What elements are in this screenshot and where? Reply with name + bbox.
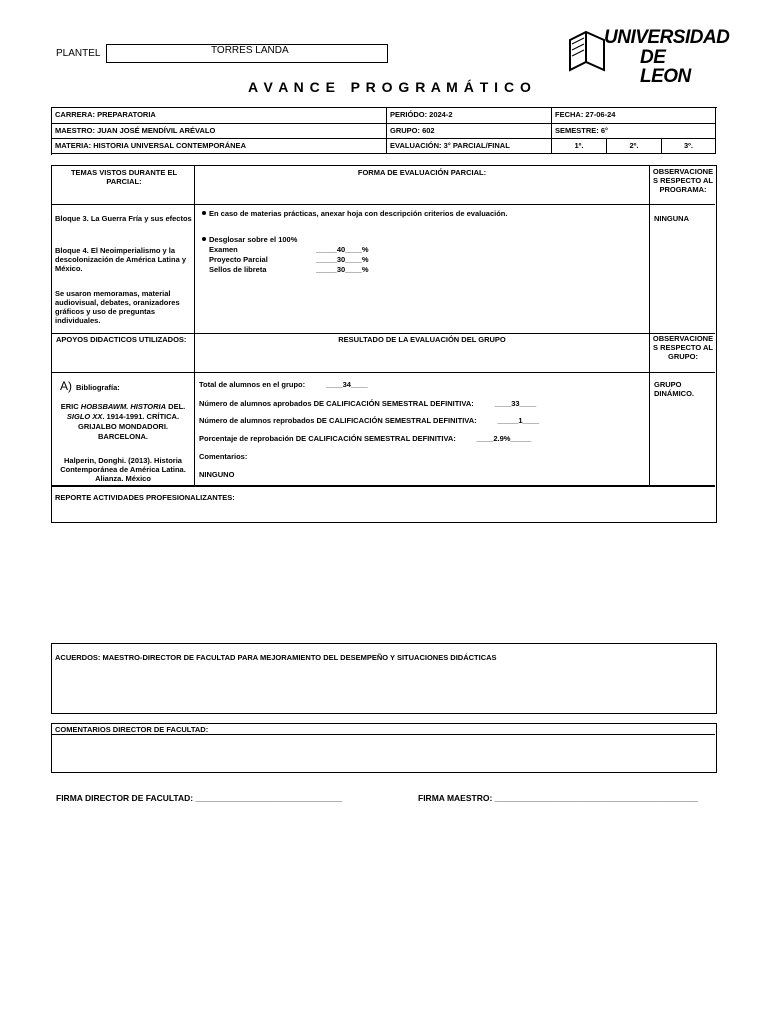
- alumnos-reprobados: Número de alumnos reprobados DE CALIFICACIÓN SEMESTRAL DEFINITIVA: _____1____: [199, 416, 540, 425]
- parcial-2-cell[interactable]: 2º.: [607, 139, 662, 154]
- reporte-label: REPORTE ACTIVIDADES PROFESIONALIZANTES:: [55, 493, 235, 502]
- info-table: [51, 107, 717, 155]
- logo-line-2: DE LEON: [640, 47, 691, 87]
- parcial-3-cell[interactable]: 3º.: [662, 139, 716, 154]
- tema-recursos: Se usaron memoramas, material audiovisual, debates, oranizadores gráficos y uso de preguntas individuales.: [55, 289, 180, 325]
- proyecto-value: _____30____%: [316, 255, 369, 264]
- porcentaje-reprobacion: Porcentaje de reprobación DE CALIFICACIÓN SEMESTRAL DEFINITIVA: ____2.9%_____: [199, 434, 532, 443]
- acuerdos-label: ACUERDOS: MAESTRO-DIRECTOR DE FACULTAD PARA MEJORAMIENTO DEL DESEMPEÑO Y SITUACIONES DIDÁCTICAS: [55, 653, 497, 662]
- sellos-value: _____30____%: [316, 265, 369, 274]
- obs-programa-header: OBSERVACIONES RESPECTO AL PROGRAMA:: [652, 167, 714, 194]
- comentarios-director-box[interactable]: [51, 723, 717, 773]
- obs-grupo-value: GRUPO DINÁMICO.: [654, 380, 694, 398]
- forma-nota-practicas: En caso de materias prácticas, anexar hoja con descripción criterios de evaluación.: [202, 209, 507, 218]
- obs-programa-value: NINGUNA: [654, 214, 689, 223]
- plantel-label: PLANTEL: [56, 48, 101, 59]
- periodo-cell: PERIÓDO: 2024-2: [387, 108, 552, 124]
- forma-desglose: Desglosar sobre el 100%: [202, 235, 297, 244]
- plantel-value: TORRES LANDA: [211, 45, 289, 56]
- evaluation-table: [51, 165, 717, 523]
- semestre-cell: SEMESTRE: 6°: [552, 124, 716, 139]
- apoyos-header: APOYOS DIDACTICOS UTILIZADOS:: [56, 335, 187, 344]
- maestro-cell: MAESTRO: JUAN JOSÉ MENDÍVIL ARÉVALO: [52, 124, 387, 139]
- alumnos-aprobados: Número de alumnos aprobados DE CALIFICACIÓN SEMESTRAL DEFINITIVA: ____33____: [199, 399, 537, 408]
- comentarios-value: NINGUNO: [199, 470, 235, 479]
- forma-header: FORMA DE EVALUACIÓN PARCIAL:: [357, 168, 487, 177]
- resultado-header: RESULTADO DE LA EVALUACIÓN DEL GRUPO: [338, 335, 506, 344]
- fecha-cell: FECHA: 27-06-24: [552, 108, 716, 124]
- temas-header: TEMAS VISTOS DURANTE EL PARCIAL:: [70, 168, 178, 186]
- comentarios-director-label: COMENTARIOS DIRECTOR DE FACULTAD:: [55, 725, 209, 734]
- comentarios-label: Comentarios:: [199, 452, 248, 461]
- examen-label: Examen: [209, 245, 238, 254]
- obs-grupo-header: OBSERVACIONES RESPECTO AL GRUPO:: [652, 334, 714, 361]
- page-title: A V A N C E P R O G R A M Á T I C O: [248, 79, 532, 95]
- university-logo: [568, 22, 730, 87]
- logo-line-1: UNIVERSIDAD: [604, 27, 730, 48]
- bibliografia-label: Bibliografía:: [76, 383, 120, 392]
- sellos-label: Sellos de libreta: [209, 265, 267, 274]
- carrera-cell: CARRERA: PREPARATORIA: [52, 108, 387, 124]
- reference-halperin: Halperin, Donghi. (2013). Historia Contemporánea de América Latina. Alianza. México: [60, 456, 186, 483]
- total-alumnos: Total de alumnos en el grupo: ____34____: [199, 380, 368, 389]
- proyecto-label: Proyecto Parcial: [209, 255, 268, 264]
- book-icon: [568, 26, 608, 76]
- evaluacion-cell: EVALUACIÓN: 3° PARCIAL/FINAL: [387, 139, 552, 154]
- reference-hobsbawm: ERIC HOBSBAWM. HISTORIA DEL. SIGLO XX. 1914-1991. CRÍTICA. GRIJALBO MONDADORI. BARCELONA.: [60, 402, 186, 441]
- tema-bloque-3: Bloque 3. La Guerra Fría y sus efectos: [55, 214, 192, 223]
- apoyo-letter-a: A): [60, 379, 72, 393]
- tema-bloque-4: Bloque 4. El Neoimperialismo y la descolonización de América Latina y México.: [55, 246, 187, 273]
- acuerdos-box[interactable]: [51, 643, 717, 714]
- plantel-field[interactable]: [106, 44, 388, 63]
- firma-director[interactable]: FIRMA DIRECTOR DE FACULTAD: _______________________________: [56, 793, 342, 803]
- grupo-cell: GRUPO: 602: [387, 124, 552, 139]
- examen-value: _____40____%: [316, 245, 369, 254]
- parcial-1-cell[interactable]: 1º.: [552, 139, 607, 154]
- firma-maestro[interactable]: FIRMA MAESTRO: ___________________________________________: [418, 793, 698, 803]
- materia-cell: MATERIA: HISTORIA UNIVERSAL CONTEMPORÁNEA: [52, 139, 387, 154]
